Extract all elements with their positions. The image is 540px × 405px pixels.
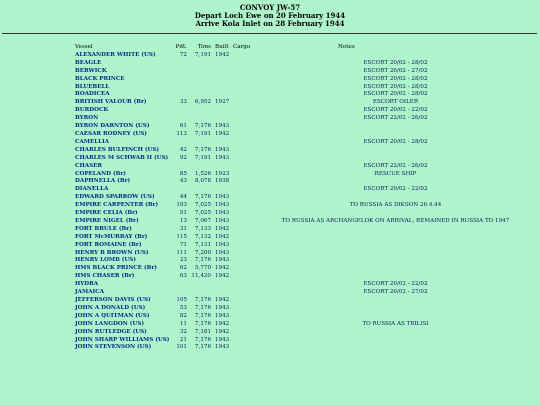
pdt-value: 11 — [179, 320, 187, 327]
table-row — [75, 242, 538, 250]
tons-value: 5,770 — [194, 265, 211, 272]
vessel-name: JEFFERSON DAVIS (US) — [75, 297, 151, 303]
tons-value: 7,067 — [194, 217, 211, 224]
pdt-value — [175, 84, 189, 92]
table-row — [75, 163, 538, 171]
vessel-name: JOHN RUTLEDGE (US) — [75, 328, 147, 335]
depart-line: Depart Loch Ewe on 20 February 1944 — [194, 11, 346, 20]
vessel-name: JOHN SHARP WILLIAMS (US) — [75, 336, 170, 343]
notes-text — [253, 194, 538, 202]
cargo-value — [233, 68, 253, 76]
built-year: 1942 — [215, 328, 230, 335]
built-year: 1943 — [215, 146, 230, 153]
built-year: 1943 — [215, 194, 230, 201]
cargo-value — [233, 297, 253, 305]
convoy-header — [0, 0, 540, 28]
pdt-value: 105 — [176, 297, 187, 303]
tons-value: 7,181 — [194, 328, 211, 335]
notes-text — [253, 131, 538, 139]
vessel-name: BYRON DARNTON (US) — [75, 123, 150, 130]
built-year: 1943 — [215, 344, 230, 351]
tons-value: 7,176 — [194, 312, 211, 319]
table-row — [75, 123, 538, 131]
vessel-name: CHASER — [75, 162, 103, 169]
notes-text — [253, 147, 538, 155]
vessel-name: BURDOCK — [75, 107, 109, 114]
vessel-name: FORT ROMAINE (Br) — [75, 241, 142, 248]
pdt-value — [175, 163, 189, 171]
vessel-name: EMPIRE CARPENTER (Br) — [75, 202, 159, 209]
tons-value: 1,526 — [194, 170, 211, 177]
cargo-value — [233, 329, 253, 337]
notes-text — [253, 305, 538, 313]
table-row — [75, 344, 538, 352]
table-row — [75, 76, 538, 84]
notes-text — [253, 242, 538, 250]
notes-text: ESCORT 20/02 - 22/02 — [363, 281, 428, 288]
cargo-value — [233, 99, 253, 107]
notes-text — [253, 226, 538, 234]
notes-text: ESCORT 26/02 - 27/02 — [363, 67, 428, 74]
vessel-name: HYDRA — [75, 281, 99, 288]
cargo-value — [233, 242, 253, 250]
column-header-vessel: Vessel — [75, 44, 93, 50]
built-year — [215, 68, 233, 76]
vessel-name: CAMELLIA — [75, 138, 110, 145]
tons-value: 7,025 — [194, 202, 211, 209]
pdt-value: 13 — [179, 217, 187, 224]
vessel-name: EMPIRE NIGEL (Br) — [75, 217, 139, 224]
table-row — [75, 171, 538, 179]
tons-value: 7,176 — [194, 320, 211, 327]
notes-text — [253, 265, 538, 273]
vessel-name: FORT McMURRAY (Br) — [75, 233, 148, 240]
pdt-value: 51 — [179, 210, 187, 217]
tons-value: 7,176 — [194, 146, 211, 153]
pdt-value: 85 — [179, 170, 187, 177]
notes-text: ESCORT 26/02 - 27/02 — [363, 289, 428, 296]
built-year: 1942 — [215, 320, 230, 327]
tons-value: 7,191 — [194, 51, 211, 58]
tons-value: 7,025 — [194, 210, 211, 217]
tons-value: 7,176 — [194, 257, 211, 264]
cargo-value — [233, 250, 253, 258]
notes-text: ESCORT 20/02 - 28/02 — [363, 75, 428, 82]
cargo-value — [233, 321, 253, 329]
tons-value — [189, 289, 215, 297]
table-row — [75, 218, 538, 226]
pdt-value: 63 — [179, 273, 187, 280]
cargo-value — [233, 139, 253, 147]
vessel-name: CHARLES M SCHWAB II (US) — [75, 154, 169, 161]
notes-text — [253, 210, 538, 218]
built-year: 1943 — [215, 312, 230, 319]
cargo-value — [233, 265, 253, 273]
built-year: 1942 — [215, 297, 230, 303]
table-row — [75, 273, 538, 281]
column-header-pdt: Pdt. — [175, 44, 187, 50]
notes-text — [253, 313, 538, 321]
table-row — [75, 147, 538, 155]
pdt-value — [175, 60, 189, 68]
vessel-name: BYRON — [75, 115, 99, 122]
pdt-value: 101 — [176, 344, 187, 351]
tons-value: 8,078 — [194, 178, 211, 185]
tons-value: 7,131 — [194, 241, 211, 248]
tons-value: 11,420 — [191, 273, 211, 280]
tons-value — [189, 76, 215, 84]
column-header-cargo: Cargo — [233, 44, 251, 50]
pdt-value: 42 — [179, 146, 187, 153]
pdt-value — [175, 281, 189, 289]
built-year: 1942 — [215, 233, 230, 240]
cargo-value — [233, 257, 253, 265]
pdt-value: 72 — [179, 51, 187, 58]
notes-text — [253, 329, 538, 337]
tons-value: 7,191 — [194, 154, 211, 161]
built-year: 1943 — [215, 123, 230, 130]
table-row — [75, 210, 538, 218]
column-header-tons: Tons — [197, 44, 211, 50]
cargo-value — [233, 305, 253, 313]
tons-value — [189, 68, 215, 76]
built-year — [215, 186, 233, 194]
notes-text: ESCORT 22/02 - 26/02 — [363, 115, 428, 122]
convoy-title: CONVOY JW-57 — [239, 3, 301, 12]
pdt-value — [175, 186, 189, 194]
built-year — [215, 84, 233, 92]
built-year: 1942 — [215, 51, 230, 58]
vessel-name: HMS CHASER (Br) — [75, 273, 135, 280]
cargo-value — [233, 194, 253, 202]
tons-value — [189, 186, 215, 194]
pdt-value: 32 — [179, 328, 187, 335]
pdt-value: 21 — [179, 336, 187, 343]
tons-value: 6,952 — [194, 99, 211, 106]
table-row — [75, 139, 538, 147]
cargo-value — [233, 163, 253, 171]
tons-value: 7,133 — [194, 225, 211, 232]
vessel-name: EDWARD SPARROW (US) — [75, 194, 155, 201]
notes-text — [253, 155, 538, 163]
table-row — [75, 202, 538, 210]
notes-text — [253, 273, 538, 281]
tons-value — [189, 139, 215, 147]
built-year: 1943 — [215, 257, 230, 264]
tons-value — [189, 91, 215, 99]
table-row — [75, 131, 538, 139]
tons-value: 7,176 — [194, 336, 211, 343]
table-row — [75, 281, 538, 289]
table-row — [75, 250, 538, 258]
pdt-value — [175, 289, 189, 297]
table-row — [75, 155, 538, 163]
cargo-value — [233, 60, 253, 68]
built-year: 1943 — [215, 241, 230, 248]
notes-text: TO RUSSIA AS ARCHANGELOK ON ARRIVAL, REMAINED IN RUSSIA TO 1947 — [281, 217, 510, 224]
table-row — [75, 194, 538, 202]
table-row — [75, 321, 538, 329]
column-header-built: Built — [215, 44, 229, 50]
pdt-value — [175, 76, 189, 84]
cargo-value — [233, 226, 253, 234]
notes-text: ESCORT 22/02 - 26/02 — [363, 162, 428, 169]
tons-value — [189, 281, 215, 289]
cargo-value — [233, 281, 253, 289]
cargo-value — [233, 289, 253, 297]
vessel-table — [75, 44, 538, 352]
cargo-value — [233, 123, 253, 131]
built-year — [215, 91, 233, 99]
notes-text: RESCUE SHIP — [374, 170, 417, 177]
tons-value — [189, 60, 215, 68]
tons-value: 7,176 — [194, 194, 211, 201]
pdt-value — [175, 91, 189, 99]
table-row — [75, 297, 538, 305]
built-year — [215, 289, 233, 297]
pdt-value: 53 — [179, 304, 187, 311]
table-row — [75, 265, 538, 273]
cargo-value — [233, 218, 253, 226]
pdt-value: 23 — [179, 257, 187, 264]
notes-text — [253, 250, 538, 258]
cargo-value — [233, 107, 253, 115]
notes-text — [253, 297, 538, 305]
built-year: 1943 — [215, 336, 230, 343]
table-row — [75, 226, 538, 234]
notes-text: ESCORT 20/02 - 28/02 — [363, 59, 428, 66]
vessel-name: ALEXANDER WHITE (US) — [75, 51, 156, 58]
notes-text — [253, 257, 538, 265]
tons-value: 7,132 — [194, 233, 211, 240]
cargo-value — [233, 131, 253, 139]
pdt-value: 33 — [179, 99, 187, 106]
vessel-name: EMPIRE CELIA (Br) — [75, 210, 138, 217]
pdt-value — [175, 107, 189, 115]
cargo-value — [233, 234, 253, 242]
table-row — [75, 178, 538, 186]
table-row — [75, 84, 538, 92]
vessel-name: BLACK PRINCE — [75, 75, 125, 82]
tons-value: 7,200 — [194, 249, 211, 256]
vessel-name: DIANELLA — [75, 186, 109, 193]
pdt-value — [175, 139, 189, 147]
cargo-value — [233, 115, 253, 123]
notes-text — [253, 178, 538, 186]
vessel-name: BRITISH VALOUR (Br) — [75, 99, 147, 106]
built-year — [215, 115, 233, 123]
built-year: 1943 — [215, 154, 230, 161]
vessel-name: BEAGLE — [75, 59, 102, 66]
vessel-name: JOHN A QUITMAN (US) — [75, 312, 150, 319]
tons-value: 7,191 — [194, 130, 211, 137]
pdt-value: 92 — [179, 154, 187, 161]
arrive-line: Arrive Kola Inlet on 28 February 1944 — [195, 19, 345, 28]
vessel-name: BOADICEA — [75, 91, 110, 98]
cargo-value — [233, 337, 253, 345]
built-year — [215, 107, 233, 115]
cargo-value — [233, 344, 253, 352]
cargo-value — [233, 91, 253, 99]
cargo-value — [233, 178, 253, 186]
built-year — [215, 163, 233, 171]
cargo-value — [233, 155, 253, 163]
cargo-value — [233, 273, 253, 281]
notes-text: TO RUSSIA AS TBILISI — [362, 320, 429, 327]
tons-value — [189, 115, 215, 123]
vessel-name: FORT BRULE (Br) — [75, 225, 132, 232]
built-year: 1943 — [215, 249, 230, 256]
table-row — [75, 313, 538, 321]
notes-text: ESCORT 20/02 - 28/02 — [363, 91, 428, 98]
notes-text: ESCORT OILER — [372, 99, 419, 106]
header-divider — [2, 33, 537, 34]
built-year: 1943 — [215, 217, 230, 224]
notes-text — [253, 337, 538, 345]
table-row — [75, 99, 538, 107]
vessel-name: BLUEBELL — [75, 83, 110, 90]
pdt-value: 111 — [176, 249, 187, 256]
vessel-name: JOHN LANGDON (US) — [75, 320, 145, 327]
vessel-name: JAMAICA — [75, 289, 104, 296]
built-year: 1943 — [215, 304, 230, 311]
pdt-value: 82 — [179, 312, 187, 319]
vessel-name: CAESAR RODNEY (US) — [75, 130, 147, 137]
vessel-name: HMS BLACK PRINCE (Br) — [75, 265, 157, 272]
pdt-value: 61 — [179, 123, 187, 130]
vessel-name: HENRY B BROWN (US) — [75, 249, 149, 256]
cargo-value — [233, 202, 253, 210]
cargo-value — [233, 186, 253, 194]
vessel-name: HENRY LOMB (US) — [75, 257, 136, 264]
built-year: 1942 — [215, 225, 230, 232]
pdt-value: 103 — [176, 202, 187, 209]
notes-text — [253, 344, 538, 352]
built-year: 1927 — [215, 99, 230, 106]
notes-text: ESCORT 20/02 - 28/02 — [363, 138, 428, 145]
pdt-value: 31 — [179, 225, 187, 232]
column-header-notes: Notes — [338, 44, 355, 50]
vessel-name: COPELAND (Br) — [75, 170, 126, 177]
cargo-value — [233, 171, 253, 179]
table-row — [75, 329, 538, 337]
pdt-value — [175, 68, 189, 76]
built-year: 1938 — [215, 178, 230, 185]
notes-text: ESCORT 20/02 - 22/02 — [363, 107, 428, 114]
vessel-name: JOHN A DONALD (US) — [75, 304, 146, 311]
tons-value — [189, 163, 215, 171]
notes-text — [253, 52, 538, 60]
table-row — [75, 289, 538, 297]
vessel-name: JOHN STEVENSON (US) — [75, 344, 152, 351]
table-row — [75, 234, 538, 242]
built-year — [215, 281, 233, 289]
built-year: 1942 — [215, 265, 230, 272]
notes-text: TO RUSSIA AS DIKSON 26.4.44 — [349, 202, 442, 209]
notes-text: ESCORT 20/02 - 22/02 — [363, 186, 428, 193]
pdt-value: 113 — [176, 130, 187, 137]
pdt-value: 62 — [179, 265, 187, 272]
built-year: 1943 — [215, 202, 230, 209]
pdt-value — [175, 115, 189, 123]
built-year: 1942 — [215, 130, 230, 137]
table-row — [75, 68, 538, 76]
tons-value: 7,176 — [194, 123, 211, 130]
vessel-name: CHARLES BULFINCH (US) — [75, 146, 160, 153]
cargo-value — [233, 84, 253, 92]
table-header-row — [75, 44, 538, 52]
cargo-value — [233, 76, 253, 84]
table-row — [75, 52, 538, 60]
tons-value: 7,176 — [194, 304, 211, 311]
pdt-value: 44 — [179, 194, 187, 201]
vessel-name: DAPHNELLA (Br) — [75, 178, 131, 185]
table-row — [75, 60, 538, 68]
table-row — [75, 305, 538, 313]
tons-value — [189, 84, 215, 92]
pdt-value: 71 — [179, 241, 187, 248]
built-year: 1942 — [215, 273, 230, 280]
tons-value: 7,176 — [194, 297, 211, 303]
vessel-name: BERWICK — [75, 67, 107, 74]
table-row — [75, 107, 538, 115]
notes-text: ESCORT 20/02 - 28/02 — [363, 83, 428, 90]
built-year: 1923 — [215, 170, 230, 177]
built-year — [215, 60, 233, 68]
cargo-value — [233, 313, 253, 321]
built-year — [215, 139, 233, 147]
tons-value: 7,176 — [194, 344, 211, 351]
built-year — [215, 76, 233, 84]
notes-text — [253, 123, 538, 131]
table-row — [75, 115, 538, 123]
notes-text — [253, 234, 538, 242]
pdt-value: 43 — [179, 178, 187, 185]
cargo-value — [233, 52, 253, 60]
tons-value — [189, 107, 215, 115]
cargo-value — [233, 147, 253, 155]
pdt-value: 115 — [176, 233, 187, 240]
cargo-value — [233, 210, 253, 218]
built-year: 1943 — [215, 210, 230, 217]
